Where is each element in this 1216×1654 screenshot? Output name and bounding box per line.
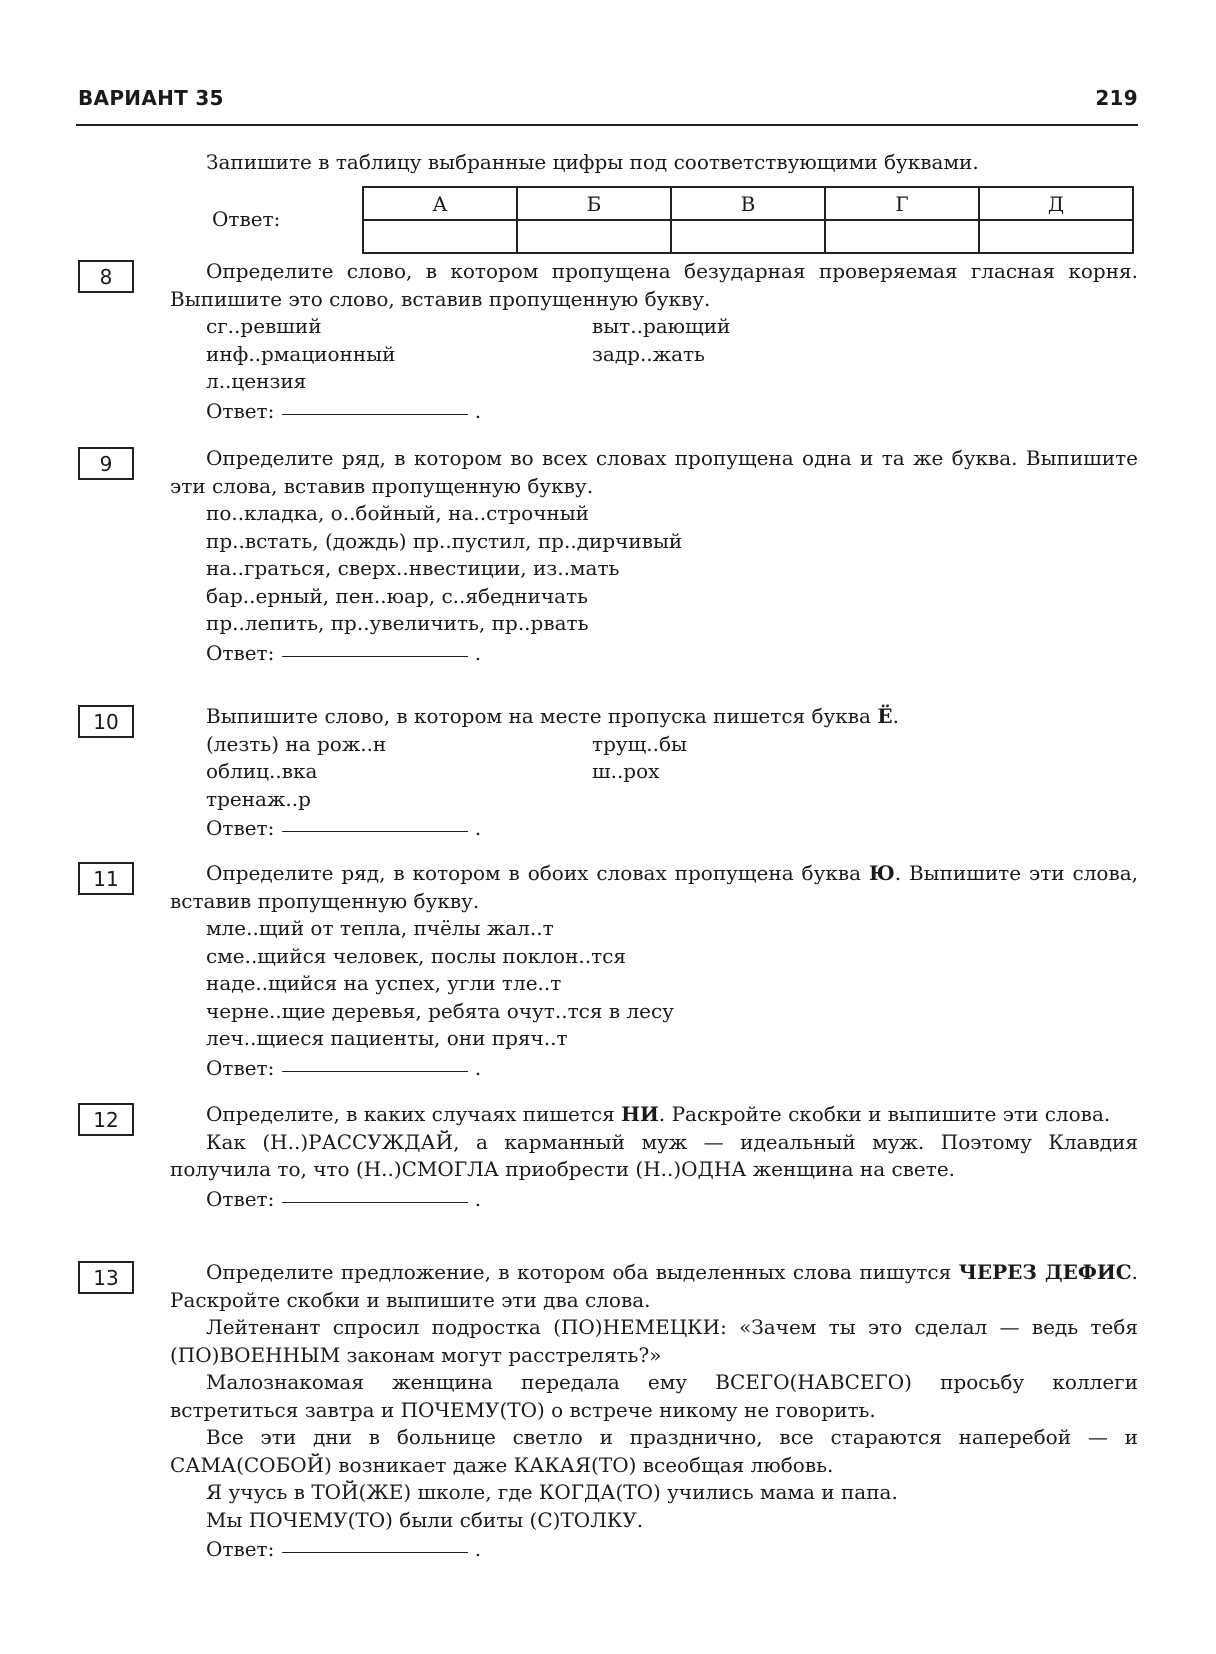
word-item: инф..рмационный	[206, 341, 396, 366]
word-row	[206, 368, 1138, 396]
task-prompt: Выпишите слово, в котором на месте пропуска пишется буква Ё.	[206, 704, 899, 728]
header-divider	[76, 124, 1138, 126]
task-number: 11	[78, 862, 134, 895]
word-line: сме..щийся человек, послы поклон..тся	[206, 943, 626, 968]
word-line: наде..щийся на успех, угли тле..т	[206, 971, 562, 995]
answer-table-label: Ответ:	[212, 207, 281, 231]
word-item: облиц..вка	[206, 759, 318, 783]
word-row	[206, 731, 1138, 759]
word-item: ш..рох	[592, 759, 660, 783]
answer-input-line[interactable]	[282, 1071, 468, 1072]
task-sentence: Все эти дни в больнице светло и празднично, все стараются наперебой — и САМА(СОБОЙ) возникает даже КАКАЯ(ТО) всеобщая любовь.	[170, 1425, 1138, 1477]
word-line: леч..щиеся пациенты, они пряч..т	[206, 1026, 568, 1050]
word-line: пр..лепить, пр..увеличить, пр..рвать	[206, 611, 589, 635]
task-sentence: Мы ПОЧЕМУ(ТО) были сбиты (С)ТОЛКУ.	[206, 1507, 644, 1532]
answer-line: Ответ: .	[206, 1055, 482, 1080]
task-prompt: Определите предложение, в котором оба выделенных слова пишутся ЧЕРЕЗ ДЕФИС. Раскройте скобки и выпишите эти два слова.	[170, 1260, 1138, 1312]
task-number: 13	[78, 1261, 134, 1294]
word-item: тренаж..р	[206, 786, 311, 811]
word-line: по..кладка, о..бойный, на..строчный	[206, 501, 590, 525]
answer-input-line[interactable]	[282, 414, 468, 415]
answer-column-b: Б	[517, 187, 671, 220]
page-number: 219	[1095, 86, 1138, 110]
word-line: на..граться, сверх..нвестиции, из..мать	[206, 556, 620, 580]
task-number: 8	[78, 260, 134, 293]
answer-cell[interactable]	[363, 220, 517, 253]
word-row	[206, 313, 1138, 341]
answer-input-line[interactable]	[282, 656, 468, 657]
word-item: задр..жать	[592, 341, 705, 366]
word-row	[206, 341, 1138, 369]
task-prompt: Определите, в каких случаях пишется НИ. Раскройте скобки и выпишите эти слова.	[206, 1102, 1111, 1126]
answer-input-line[interactable]	[282, 1552, 468, 1553]
answer-input-line[interactable]	[282, 1202, 468, 1203]
task-sentence: Малознакомая женщина передала ему ВСЕГО(НАВСЕГО) просьбу коллеги встретиться завтра и ПОЧЕМУ(ТО) о встрече никому не говорить.	[170, 1370, 1138, 1422]
answer-cell[interactable]	[979, 220, 1133, 253]
answer-line: Ответ: .	[206, 1186, 482, 1211]
word-row	[206, 758, 1138, 786]
answer-cell[interactable]	[671, 220, 825, 253]
task-prompt: Определите ряд, в котором в обоих словах пропущена буква Ю. Выпишите эти слова, вставив пропущенную букву.	[170, 861, 1138, 913]
word-line: черне..щие деревья, ребята очут..тся в лесу	[206, 998, 674, 1023]
task-sentence: Я учусь в ТОЙ(ЖЕ) школе, где КОГДА(ТО) учились мама и папа.	[206, 1480, 898, 1504]
answer-input-line[interactable]	[282, 831, 468, 832]
answer-cell[interactable]	[517, 220, 671, 253]
task-number: 12	[78, 1103, 134, 1136]
answer-column-d: Д	[979, 187, 1133, 220]
answer-label: Ответ:	[206, 816, 275, 840]
word-item: выт..рающий	[592, 314, 731, 338]
variant-title: ВАРИАНТ 35	[78, 86, 224, 110]
word-line: пр..встать, (дождь) пр..пустил, пр..дирчивый	[206, 528, 683, 553]
answer-column-g: Г	[825, 187, 979, 220]
task-prompt: Определите ряд, в котором во всех словах пропущена одна и та же буква. Выпишите эти слова, вставив пропущенную букву.	[170, 446, 1138, 498]
answer-label: Ответ:	[206, 1055, 275, 1080]
word-row	[206, 786, 1138, 814]
task-number: 9	[78, 447, 134, 480]
answer-column-v: В	[671, 187, 825, 220]
answer-table-header-row	[363, 187, 1133, 220]
answer-line: Ответ: .	[206, 1537, 482, 1561]
answer-label: Ответ:	[206, 1537, 275, 1561]
answer-line: Ответ: .	[206, 816, 482, 840]
word-line: мле..щий от тепла, пчёлы жал..т	[206, 916, 554, 940]
answer-table	[362, 186, 1134, 254]
answer-column-a: А	[363, 187, 517, 220]
answer-label: Ответ:	[206, 398, 275, 423]
word-item: л..цензия	[206, 369, 307, 393]
answer-label: Ответ:	[206, 640, 275, 665]
answer-cell[interactable]	[825, 220, 979, 253]
answer-line: Ответ: .	[206, 640, 482, 665]
word-item: (лезть) на рож..н	[206, 731, 387, 756]
answer-label: Ответ:	[206, 1186, 275, 1211]
word-line: бар..ерный, пен..юар, с..ябедничать	[206, 583, 588, 608]
answer-line: Ответ: .	[206, 398, 482, 423]
task-number: 10	[78, 705, 134, 738]
word-item: сг..ревший	[206, 314, 322, 338]
task-prompt: Определите слово, в котором пропущена безударная проверяемая гласная корня. Выпишите это слово, вставив пропущенную букву.	[170, 259, 1138, 311]
task-sentence: Лейтенант спросил подростка (ПО)НЕМЕЦКИ: «Зачем ты это сделал — ведь тебя (ПО)ВОЕННЫМ законам могут расстрелять?»	[170, 1315, 1138, 1367]
table-instruction: Запишите в таблицу выбранные цифры под соответствующими буквами.	[206, 150, 979, 174]
task-text: Как (Н..)РАССУЖДАЙ, а карманный муж — идеальный муж. Поэтому Клавдия получила то, что (Н..)СМОГЛА приобрести (Н..)ОДНА женщина на свете.	[170, 1129, 1138, 1181]
word-item: трущ..бы	[592, 731, 687, 756]
answer-table-input-row	[363, 220, 1133, 253]
